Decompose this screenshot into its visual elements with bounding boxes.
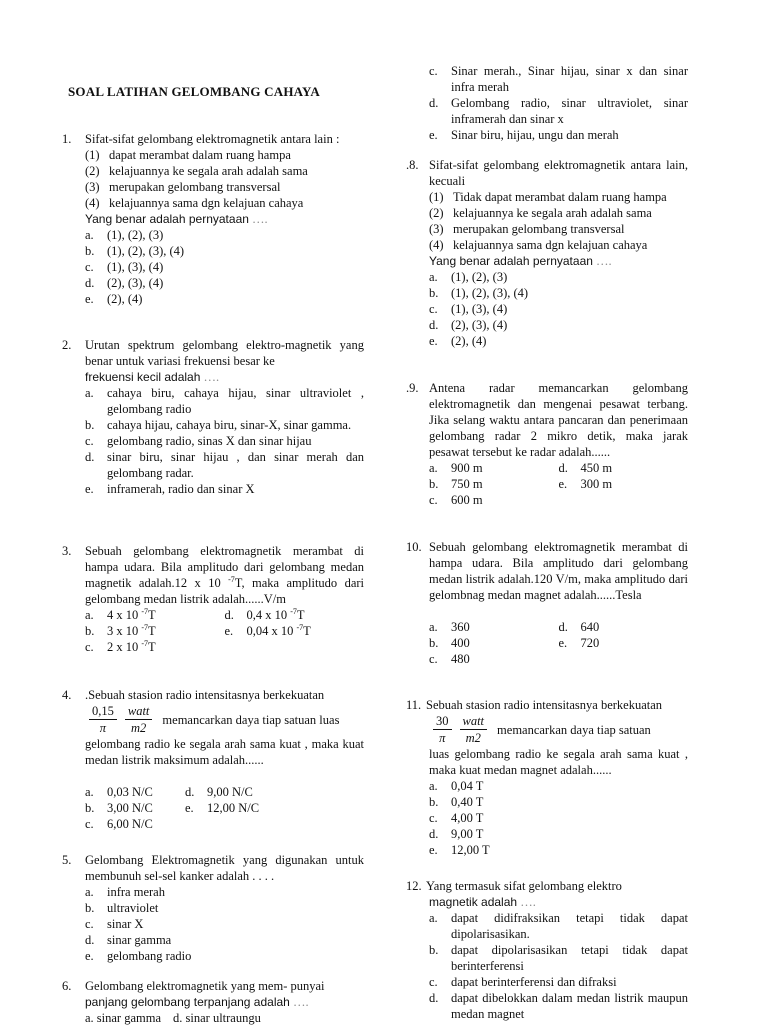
option-text: 600 m	[451, 493, 483, 507]
question-8	[406, 157, 688, 349]
option-letter: a.	[85, 885, 94, 899]
answer-option[interactable]	[85, 884, 364, 900]
ellipsis: ….	[596, 254, 612, 268]
answer-option[interactable]	[85, 607, 225, 623]
answer-option[interactable]	[85, 932, 364, 948]
question-3	[62, 543, 364, 655]
option-text: 0,03 N/C	[107, 785, 153, 799]
fraction	[460, 713, 488, 746]
question-stem: Gelombang Elektromagnetik yang digunakan untuk membunuh sel-sel kanker adalah . . . .	[85, 853, 364, 883]
answer-option[interactable]	[85, 259, 364, 275]
option-letter: c.	[429, 975, 438, 989]
option-letter: e.	[224, 624, 234, 638]
question-12	[406, 878, 688, 1022]
page-title: SOAL LATIHAN GELOMBANG CAHAYA	[68, 84, 321, 99]
answer-option[interactable]	[559, 476, 689, 492]
answer-option[interactable]	[429, 285, 688, 301]
option-letter: b.	[85, 901, 95, 915]
option-text: 0,04 T	[451, 779, 484, 793]
option-text: ultraviolet	[107, 901, 159, 915]
question-stem: Urutan spektrum gelombang elektro-magnetik yang benar untuk variasi frekuensi besar ke	[85, 338, 364, 368]
unit: T	[296, 608, 305, 622]
option-text: 300 m	[580, 477, 613, 491]
option-text: sinar gamma	[107, 933, 172, 947]
answer-option[interactable]	[85, 816, 185, 832]
answer-option[interactable]	[85, 784, 185, 800]
option-letter: c.	[85, 640, 94, 654]
answer-option[interactable]	[85, 449, 364, 481]
question-number: 12.	[406, 879, 422, 893]
fraction	[433, 713, 452, 746]
option-letter: d.	[85, 450, 95, 464]
question-1	[62, 131, 364, 307]
option-letter: d.	[558, 620, 568, 634]
question-stem: Sebuah stasion radio intensitasnya berkekuatan	[426, 698, 663, 712]
statement-number: (2)	[85, 164, 100, 178]
option-letter: b.	[429, 636, 439, 650]
unit: T	[148, 624, 156, 638]
option-letter: b.	[429, 477, 439, 491]
option-text: (1), (3), (4)	[107, 260, 164, 274]
answer-option[interactable]	[559, 635, 689, 651]
option-text: (1), (2), (3), (4)	[451, 286, 529, 300]
statement-text: kelajuannya ke segala arah adalah sama	[109, 164, 308, 178]
answer-option[interactable]	[429, 794, 688, 810]
option-text: 6,00 N/C	[107, 817, 153, 831]
exponent: -7	[141, 638, 149, 648]
option-letter: a.	[429, 779, 438, 793]
option-text: 720	[580, 636, 600, 650]
question-stem-continued: magnetik adalah	[429, 895, 518, 909]
answer-option[interactable]	[85, 385, 364, 417]
answer-option[interactable]: a. sinar gamma	[85, 1011, 162, 1025]
question-number: 5.	[62, 853, 72, 867]
option-letter: c.	[85, 260, 94, 274]
answer-option[interactable]	[429, 635, 559, 651]
question-stem-continued: panjang gelombang terpanjang adalah	[85, 995, 290, 1009]
answer-option[interactable]: d. sinar ultraungu	[173, 1011, 261, 1025]
answer-option[interactable]	[85, 291, 364, 307]
question-number: 3.	[62, 544, 72, 558]
unit: T	[303, 624, 311, 638]
option-text: gelombang radio	[107, 949, 192, 963]
answer-option[interactable]	[429, 476, 559, 492]
option-text: 900 m	[451, 461, 483, 475]
question-11	[406, 697, 688, 858]
statement-text: kelajuannya sama dgn kelajuan cahaya	[109, 196, 304, 210]
ellipsis: ….	[292, 995, 309, 1009]
option-text: 640	[580, 620, 600, 634]
option-letter: e.	[558, 636, 568, 650]
exponent: -7	[228, 574, 235, 584]
answer-option[interactable]	[559, 460, 689, 476]
answer-option[interactable]	[559, 619, 689, 635]
option-text: (2), (4)	[451, 334, 487, 348]
option-letter: e.	[85, 949, 94, 963]
option-text: 3 x 10	[107, 624, 139, 638]
option-text: sinar biru, sinar hijau , dan sinar merah dan gelombang radar.	[107, 450, 364, 480]
question-prompt: Yang benar adalah pernyataan	[85, 212, 249, 226]
answer-option[interactable]	[429, 63, 688, 95]
option-text: 3,00 N/C	[107, 801, 153, 815]
question-7-continued	[406, 63, 688, 143]
option-letter: b.	[85, 801, 95, 815]
option-text: cahaya biru, cahaya hijau, sinar ultraviolet , gelombang radio	[107, 386, 364, 416]
option-text: 400	[451, 636, 470, 650]
option-text: 9,00 T	[451, 827, 484, 841]
option-text: (1), (3), (4)	[451, 302, 508, 316]
option-letter: c.	[429, 652, 438, 666]
option-letter: e.	[429, 128, 438, 142]
option-letter: a.	[429, 270, 438, 284]
statement-number: (3)	[429, 222, 444, 236]
option-text: inframerah, radio dan sinar X	[107, 482, 255, 496]
denominator: m2	[465, 731, 481, 745]
question-prompt: Yang benar adalah pernyataan	[429, 254, 593, 268]
answer-option[interactable]	[85, 417, 364, 433]
stem-text: memancarkan daya tiap satuan	[497, 722, 651, 737]
answer-option[interactable]	[429, 990, 688, 1022]
question-stem: .Sebuah stasion radio intensitasnya berkekuatan	[85, 688, 325, 702]
exponent: -7	[141, 606, 149, 616]
answer-option[interactable]	[185, 784, 285, 800]
answer-option[interactable]	[185, 800, 285, 816]
answer-option[interactable]	[429, 974, 688, 990]
option-text: dapat didifraksikan tetapi tidak dapat dipolarisasikan.	[451, 911, 688, 941]
answer-option[interactable]	[85, 275, 364, 291]
option-letter: d.	[558, 461, 568, 475]
option-text: (2), (3), (4)	[451, 318, 508, 332]
answer-option[interactable]	[429, 269, 688, 285]
option-letter: b.	[429, 795, 439, 809]
option-letter: e.	[429, 334, 438, 348]
question-5	[62, 852, 364, 964]
stem-text: T, maka amplitudo dari gelombang medan listrik adalah......V/m	[85, 576, 364, 606]
answer-option[interactable]	[429, 651, 559, 667]
option-letter: d.	[85, 933, 95, 947]
option-letter: d.	[429, 827, 439, 841]
option-text: 360	[451, 620, 470, 634]
stem-text: memancarkan daya tiap satuan luas	[162, 712, 340, 727]
option-letter: a.	[85, 785, 94, 799]
question-stem: Sifat-sifat gelombang elektromagnetik antara lain, kecuali	[429, 158, 688, 188]
answer-option[interactable]	[429, 810, 688, 826]
denominator: π	[439, 731, 446, 745]
option-letter: c.	[429, 493, 438, 507]
option-text: gelombang radio, sinas X dan sinar hijau	[107, 434, 312, 448]
answer-option[interactable]	[429, 95, 688, 127]
numerator: 30	[433, 713, 452, 730]
statement-number: (2)	[429, 206, 444, 220]
option-letter: e.	[85, 482, 94, 496]
statement-text: merupakan gelombang transversal	[109, 180, 281, 194]
question-stem-continued: luas gelombang radio ke segala arah sama kuat , maka kuat medan magnet adalah......	[429, 747, 688, 777]
exponent: -7	[141, 622, 149, 632]
option-letter: a.	[429, 461, 438, 475]
option-text: infra merah	[107, 885, 165, 899]
question-stem	[85, 543, 364, 607]
question-10	[406, 539, 688, 667]
option-letter: c.	[429, 64, 438, 78]
answer-option[interactable]	[429, 127, 688, 143]
option-letter: e.	[185, 801, 194, 815]
answer-option[interactable]	[85, 900, 364, 916]
option-text: 4,00 T	[451, 811, 484, 825]
option-letter: d.	[429, 318, 439, 332]
option-text: 4 x 10	[107, 608, 139, 622]
option-letter: e.	[85, 292, 94, 306]
option-letter: d.	[429, 991, 439, 1005]
option-text: dapat dibelokkan dalam medan listrik maupun medan magnet	[451, 991, 688, 1021]
option-letter: b.	[429, 286, 439, 300]
option-letter: a.	[85, 608, 94, 622]
statement-number: (1)	[85, 148, 100, 162]
answer-option[interactable]	[429, 910, 688, 942]
numerator: watt	[460, 713, 488, 730]
answer-option[interactable]	[429, 778, 688, 794]
statement-text: Tidak dapat merambat dalam ruang hampa	[453, 190, 667, 204]
option-letter: c.	[85, 917, 94, 931]
question-4	[62, 687, 364, 832]
answer-option[interactable]	[225, 623, 365, 639]
statement-text: kelajuannya sama dgn kelajuan cahaya	[453, 238, 648, 252]
option-letter: b.	[85, 244, 95, 258]
option-text: 750 m	[451, 477, 483, 491]
answer-option[interactable]	[85, 639, 225, 655]
question-stem: Antena radar memancarkan gelombang elektromagnetik dan mengenai pesawat terbang. Jika selang waktu antara pancaran dan penerimaan gelombang radar 2 mikro detik, maka jarak pesawat tersebut ke radar adalah......	[429, 381, 688, 459]
answer-option[interactable]	[85, 916, 364, 932]
option-text: (2), (3), (4)	[107, 276, 164, 290]
answer-option[interactable]	[85, 227, 364, 243]
option-text: cahaya hijau, cahaya biru, sinar-X, sinar gamma.	[107, 418, 352, 432]
option-letter: d.	[224, 608, 234, 622]
fraction	[125, 703, 153, 736]
option-letter: b.	[429, 943, 439, 957]
question-2	[62, 337, 364, 497]
option-text: 0,4 x 10	[246, 608, 288, 622]
answer-option[interactable]	[85, 433, 364, 449]
option-text: 0,04 x 10	[246, 624, 294, 638]
question-number: 2.	[62, 338, 72, 352]
ellipsis: ….	[520, 895, 536, 909]
statement-number: (3)	[85, 180, 100, 194]
question-number: 11.	[406, 698, 422, 712]
answer-option[interactable]	[429, 333, 688, 349]
option-letter: c.	[85, 817, 94, 831]
option-letter: e.	[558, 477, 568, 491]
answer-option[interactable]	[85, 948, 364, 964]
question-number: 10.	[406, 540, 422, 554]
option-text: 12,00 N/C	[207, 801, 260, 815]
statement-number: (4)	[85, 196, 100, 210]
answer-option[interactable]	[225, 607, 365, 623]
question-6	[62, 978, 364, 1026]
intensity-formula	[85, 703, 364, 736]
unit: T	[148, 608, 156, 622]
statement-text: merupakan gelombang transversal	[453, 222, 625, 236]
answer-option[interactable]	[429, 317, 688, 333]
option-text: 12,00 T	[451, 843, 490, 857]
option-text: Sinar merah., Sinar hijau, sinar x dan sinar infra merah	[451, 64, 688, 94]
answer-option[interactable]	[85, 243, 364, 259]
exponent: -7	[296, 622, 304, 632]
answer-option[interactable]	[429, 842, 688, 858]
denominator: π	[99, 721, 107, 735]
option-letter: d.	[85, 276, 95, 290]
option-text: 480	[451, 652, 470, 666]
answer-option[interactable]	[85, 800, 185, 816]
answer-option[interactable]	[429, 301, 688, 317]
numerator: watt	[125, 703, 153, 720]
option-letter: a.	[429, 620, 438, 634]
answer-option[interactable]	[429, 942, 688, 974]
option-text: Gelombang radio, sinar ultraviolet, sinar inframerah dan sinar x	[451, 96, 688, 126]
question-number: .8.	[406, 158, 419, 172]
option-text: Sinar biru, hijau, ungu dan merah	[451, 128, 619, 142]
option-text: 9,00 N/C	[207, 785, 253, 799]
question-number: 4.	[62, 688, 72, 702]
option-letter: a.	[85, 228, 94, 242]
fraction	[89, 703, 117, 736]
question-9	[406, 380, 688, 508]
exponent: -7	[290, 606, 297, 616]
option-letter: b.	[85, 418, 95, 432]
statement-text: kelajuannya ke segala arah adalah sama	[453, 206, 652, 220]
ellipsis: ….	[252, 212, 268, 226]
intensity-formula	[429, 713, 688, 746]
option-text: 450 m	[580, 461, 613, 475]
answer-option[interactable]	[429, 826, 688, 842]
option-text: sinar X	[107, 917, 144, 931]
option-text: (2), (4)	[107, 292, 143, 306]
option-letter: a.	[429, 911, 438, 925]
option-text: 2 x 10	[107, 640, 139, 654]
ellipsis: ….	[203, 370, 220, 384]
option-letter: c.	[429, 302, 438, 316]
answer-option[interactable]	[429, 619, 559, 635]
option-letter: d.	[185, 785, 195, 799]
option-letter: d.	[429, 96, 439, 110]
question-stem: Yang termasuk sifat gelombang elektro	[426, 879, 622, 893]
option-text: dapat dipolarisasikan tetapi tidak dapat berinterferensi	[451, 943, 688, 973]
question-stem: Sifat-sifat gelombang elektromagnetik antara lain :	[85, 132, 340, 146]
option-letter: e.	[429, 843, 438, 857]
question-number: 6.	[62, 979, 72, 993]
option-text: (1), (2), (3)	[451, 270, 508, 284]
statement-text: dapat merambat dalam ruang hampa	[109, 148, 291, 162]
numerator: 0,15	[89, 703, 117, 720]
option-letter: c.	[429, 811, 438, 825]
statement-number: (4)	[429, 238, 444, 252]
answer-option[interactable]	[429, 460, 559, 476]
option-text: dapat berinterferensi dan difraksi	[451, 975, 617, 989]
option-text: 0,40 T	[451, 795, 484, 809]
denominator: m2	[131, 721, 147, 735]
question-stem: Gelombang elektromagnetik yang mem- punyai	[85, 979, 325, 993]
unit: T	[148, 640, 156, 654]
stem-text: Sebuah gelombang elektromagnetik merambat di hampa udara. Bila amplitudo dari gelombang medan magnetik adalah.12 x 10	[85, 544, 364, 590]
answer-option[interactable]	[85, 623, 225, 639]
option-text: (1), (2), (3)	[107, 228, 164, 242]
option-letter: b.	[85, 624, 95, 638]
question-number: .9.	[406, 381, 419, 395]
option-letter: c.	[85, 434, 94, 448]
option-letter: a.	[85, 386, 94, 400]
option-text: (1), (2), (3), (4)	[107, 244, 185, 258]
question-stem-continued: frekuensi kecil adalah	[85, 370, 201, 384]
question-stem-continued: gelombang radio ke segala arah sama kuat , maka kuat medan listrik maksimum adalah......	[85, 737, 364, 767]
question-number: 1.	[62, 132, 72, 146]
statement-number: (1)	[429, 190, 444, 204]
answer-option[interactable]	[85, 481, 364, 497]
question-stem: Sebuah gelombang elektromagnetik merambat di hampa udara. Bila amplitudo dari gelombang medan listrik adalah.120 V/m, maka amplitudo dari gelombnag medan magnet adalah......Tesla	[429, 540, 688, 602]
answer-option[interactable]	[429, 492, 559, 508]
